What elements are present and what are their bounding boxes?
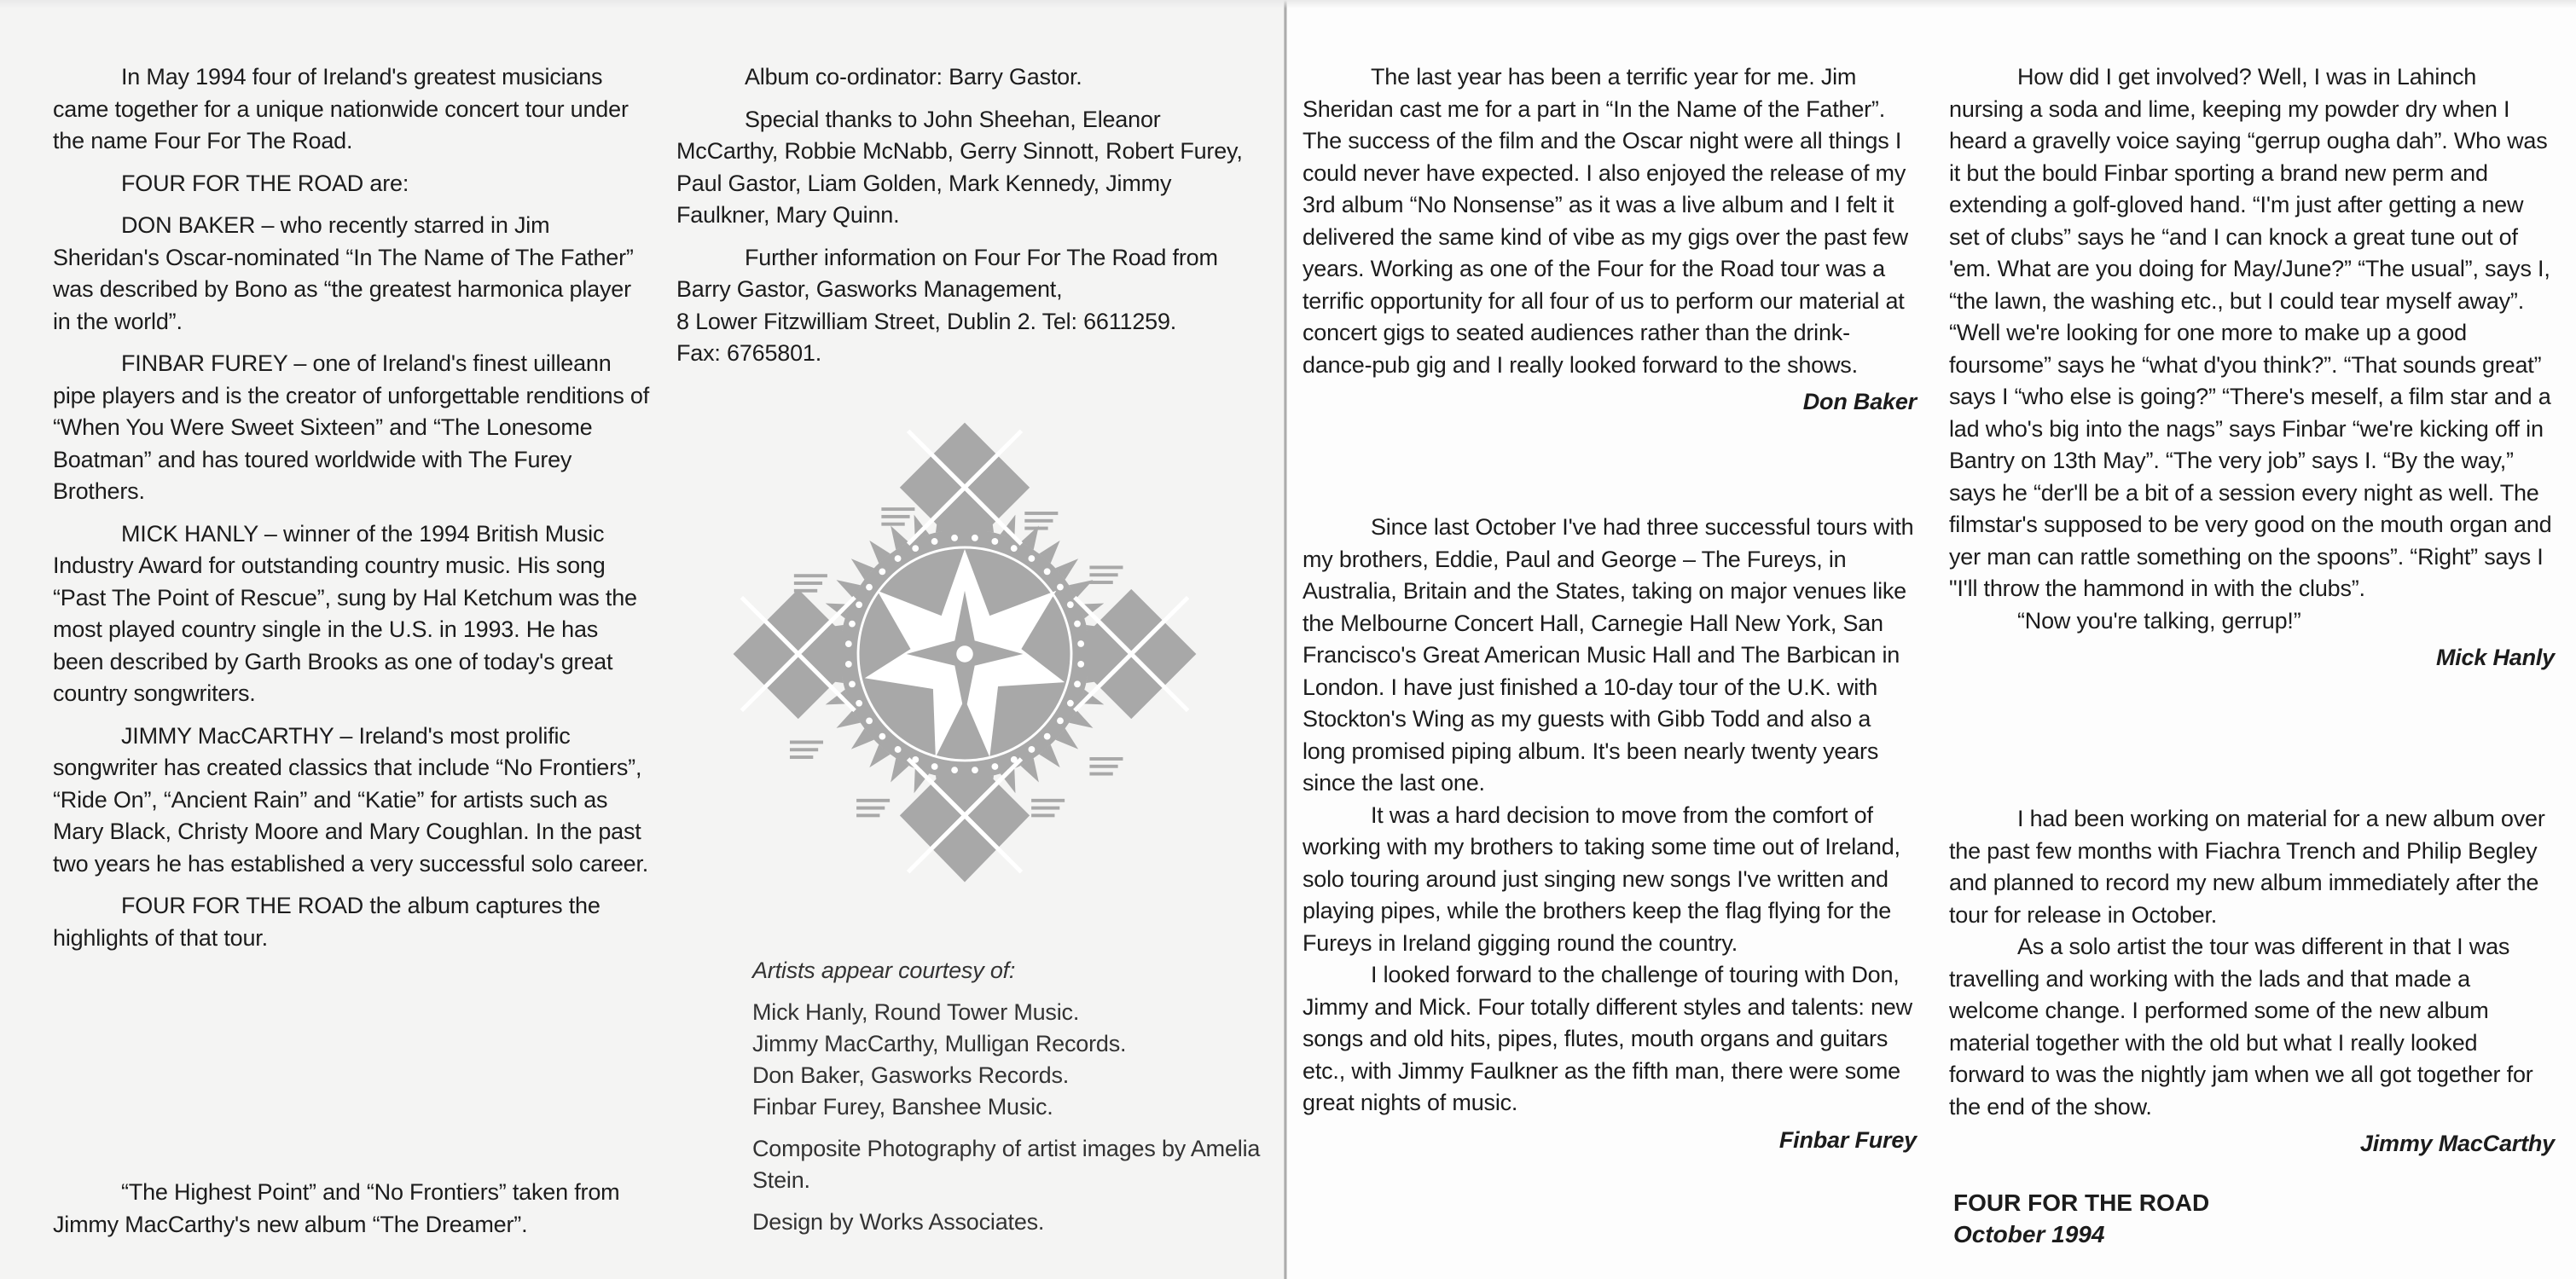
label-item: Finbar Furey, Banshee Music. (752, 1094, 1053, 1120)
design-credit: Design by Works Associates. (752, 1209, 1045, 1235)
ornament-dash (790, 748, 818, 751)
ring-dot (879, 568, 885, 575)
ornament-dash (881, 515, 909, 518)
closing-block (1953, 1187, 2209, 1250)
contact-address: 8 Lower Fitzwilliam Street, Dublin 2. Tel: 6611259. (676, 308, 1177, 334)
ring-dot (931, 538, 938, 545)
mick-hanly-text-1: How did I get involved? Well, I was in Lahinch nursing a soda and lime, keeping my powder dry when I heard a gravelly voice saying “gerrup ougha dah”. Who was it but the bould Finbar sporting a brand new perm and extending a golf-gloved hand. “I'm just after getting a new set of clubs” says he “and I can knock a great tune out of 'em. What are you doing for May/June?” “The usual”, says I, “the lawn, the washing etc., but I could tear myself away”. “Well we're looking for one more to make up a good foursome” says he “what d'you think?”. “That sounds great” says I “who else is going?” “There's meself, a film star and a lad who's big into the nags” says Finbar “we're kicking off in Bantry on 13th May”. “The very job” says I. “By the way,” says he “der'll be a bit of a session every night as well. The filmstar's supposed to be very good on the mouth organ and yer man can rattle something on the spoons”. “Right” says I "I'll throw the hammond in with the clubs”. (1949, 64, 2552, 601)
bio-jimmy-maccarthy: JIMMY MacCARTHY – Ireland's most prolific songwriter has created classics that include “No Frontiers”, “Ride On”, “Ancient Rain” and “Katie” for artists such as Mary Black, Christy Moore and Mary Coughlan. In the past two years he has established a very successful solo career. (53, 722, 649, 877)
ring-dot (1074, 680, 1081, 687)
ring-dot (895, 555, 902, 562)
ring-dot (1077, 640, 1084, 647)
don-baker-text: The last year has been a terrific year for me. Jim Sheridan cast me for a part in “In the Name of the Father”. The success of the film and the Oscar night were all things I could never have expected. I also enjoyed the release of my 3rd album “No Nonsense” as it was a live album and I felt it delivered the same kind of vibe as my gigs over the past few years. Working as one of the Four for the Road tour was a terrific opportunity for all four of us to perform our material at concert gigs to seated audiences rather than the drink-dance-pub gig and I really looked forward to the shows. (1303, 64, 1908, 378)
ring-dot (1028, 555, 1035, 562)
ornament-dash (856, 813, 879, 817)
credits-heading: Artists appear courtesy of: (752, 958, 1016, 983)
special-thanks: Special thanks to John Sheehan, Eleanor McCarthy, Robbie McNabb, Gerry Sinnott, Robert Furey, Paul Gastor, Liam Golden, Mark Kennedy, Jimmy Faulkner, Mary Quinn. (676, 106, 1243, 228)
ring-dot (1029, 746, 1036, 753)
ring-dot (1067, 601, 1074, 608)
ornament-dash (1024, 519, 1053, 523)
contact-fax: Fax: 6765801. (676, 340, 822, 366)
ring-dot (1074, 621, 1081, 628)
page-fold (1284, 0, 1287, 1279)
ornament-dash (1024, 512, 1058, 515)
ring-dot (951, 767, 958, 773)
intro-column (53, 61, 650, 954)
ornament-dash (1024, 527, 1047, 530)
finbar-furey-text-2: It was a hard decision to move from the comfort of working with my brothers to taking some time out of Ireland, solo touring around just singing new songs I've written and playing pipes, while the brothers keep the flag flying for the Fureys in Ireland gigging round the country. (1303, 802, 1900, 956)
ornament-dash (881, 507, 914, 511)
ornament-dash (1089, 765, 1117, 768)
ring-dot (1057, 717, 1064, 724)
label-list (752, 997, 1264, 1123)
ring-dot (951, 535, 958, 541)
credits-block (752, 955, 1264, 1238)
jimmy-maccarthy-statement (1949, 803, 2555, 1160)
bio-don-baker: DON BAKER – who recently starred in Jim Sheridan's Oscar-nominated “In The Name of The Father” was described by Bono as “the greatest harmonica player in the world”. (53, 212, 634, 334)
signature-don-baker: Don Baker (1802, 389, 1917, 414)
intro-paragraph: In May 1994 four of Ireland's greatest musicians came together for a unique nationwide concert tour under the name Four For The Road. (53, 64, 629, 153)
ring-dot (1044, 568, 1051, 575)
further-information: Further information on Four For The Road from Barry Gastor, Gasworks Management, (676, 244, 1218, 302)
photography-credit: Composite Photography of artist images by Amelia Stein. (752, 1136, 1261, 1193)
ring-dot (931, 763, 938, 770)
ring-dot (866, 584, 873, 591)
page-top-edge (0, 0, 2576, 9)
ornament-dash (790, 741, 823, 744)
closing-title: FOUR FOR THE ROAD (1953, 1189, 2210, 1216)
ornament-dash (790, 755, 813, 759)
ring-dot (991, 538, 998, 545)
ring-dot (856, 601, 862, 608)
celtic-knot-mandala-icon (715, 408, 1215, 899)
signature-jimmy-maccarthy: Jimmy MacCarthy (2359, 1131, 2555, 1156)
ornament-dash (1031, 799, 1065, 802)
ornament-dash (1031, 813, 1054, 817)
don-baker-statement (1303, 61, 1917, 419)
label-item: Mick Hanly, Round Tower Music. (752, 999, 1080, 1025)
ring-dot (1067, 700, 1074, 707)
jimmy-maccarthy-text-2: As a solo artist the tour was different in that I was travelling and working with the lads and that made a welcome change. I performed some of the new album material together with the old but what I really looked forward to was the nightly jam when we all got together for the end of the show. (1949, 934, 2533, 1120)
jimmy-maccarthy-text-1: I had been working on material for a new album over the past few months with Fiachra Trench and Philip Begley and planned to record my new album immediately after the tour for release in October. (1949, 806, 2545, 928)
ornament-dash (1031, 807, 1059, 810)
ornament-dash (856, 799, 890, 802)
ring-dot (1044, 733, 1051, 740)
finbar-furey-text-3: I looked forward to the challenge of touring with Don, Jimmy and Mick. Four totally different styles and talents: new songs and old hits, pipes, flutes, mouth organs and guitars etc., with Jimmy Faulkner as the fifth man, there were some great nights of music. (1303, 962, 1912, 1115)
signature-mick-hanly: Mick Hanly (2435, 645, 2555, 670)
ring-dot (992, 763, 999, 770)
bio-finbar-furey: FINBAR FUREY – one of Ireland's finest uilleann pipe players and is the creator of unforgettable renditions of “When You Were Sweet Sixteen” and “The Lonesome Boatman” and has toured worldwide with The Furey Brothers. (53, 350, 650, 504)
ornament-dash (1089, 581, 1112, 584)
ring-dot (972, 767, 978, 773)
album-summary: FOUR FOR THE ROAD the album captures the highlights of that tour. (53, 893, 600, 951)
ring-dot (845, 640, 852, 647)
ornament-dash (794, 589, 817, 593)
ornament-dash (1089, 773, 1112, 776)
album-note (53, 1177, 650, 1241)
ring-dot (1011, 545, 1018, 552)
ring-dot (856, 700, 862, 707)
members-heading: FOUR FOR THE ROAD are: (121, 170, 409, 196)
finbar-furey-text-1: Since last October I've had three successful tours with my brothers, Eddie, Paul and George – The Fureys, in Australia, Britain and the States, taking on major venues like the Melbourne Concert Hall, Carnegie Hall New York, San Francisco's Great American Music Hall and The Barbican in London. I have just finished a 10-day tour of the U.K. with Stockton's Wing as my guests with Gibb Todd and also a long promised piping album. It's been nearly twenty years since the last one. (1303, 514, 1914, 796)
ring-dot (972, 535, 978, 541)
album-coordinator: Album co-ordinator: Barry Gastor. (745, 64, 1082, 90)
ornament-dash (1089, 565, 1123, 569)
ring-dot (879, 733, 885, 740)
label-item: Jimmy MacCarthy, Mulligan Records. (752, 1031, 1127, 1056)
ring-dot (866, 717, 873, 724)
label-item: Don Baker, Gasworks Records. (752, 1062, 1070, 1088)
ornament-dash (794, 582, 822, 585)
ornament-dash (856, 807, 885, 810)
ring-dot (845, 661, 852, 668)
mick-hanly-text-2: “Now you're talking, gerrup!” (2017, 607, 2301, 634)
signature-finbar-furey: Finbar Furey (1778, 1126, 1917, 1153)
ring-dot (1057, 584, 1064, 591)
closing-date: October 1994 (1953, 1221, 2105, 1247)
bio-mick-hanly: MICK HANLY – winner of the 1994 British Music Industry Award for outstanding country music. His song “Past The Point of Rescue”, sung by Hal Ketchum was the most played country single in the U.S. in 1993. He has been described by Garth Brooks as one of today's great country songwriters. (53, 520, 637, 706)
ring-dot (895, 746, 902, 753)
ring-dot (1077, 661, 1084, 668)
finbar-furey-statement (1303, 512, 1917, 1156)
ring-dot (849, 621, 856, 628)
ornament-dash (1089, 573, 1117, 576)
album-note-text: “The Highest Point” and “No Frontiers” taken from Jimmy MacCarthy's new album “The Dreamer”. (53, 1179, 620, 1237)
mick-hanly-statement (1949, 61, 2555, 674)
ornament-dash (1089, 757, 1123, 761)
ornament-dash (794, 574, 827, 577)
ornament-dash (881, 523, 904, 526)
ring-dot (849, 680, 856, 687)
info-column (676, 61, 1256, 370)
ring-dot (912, 545, 919, 552)
